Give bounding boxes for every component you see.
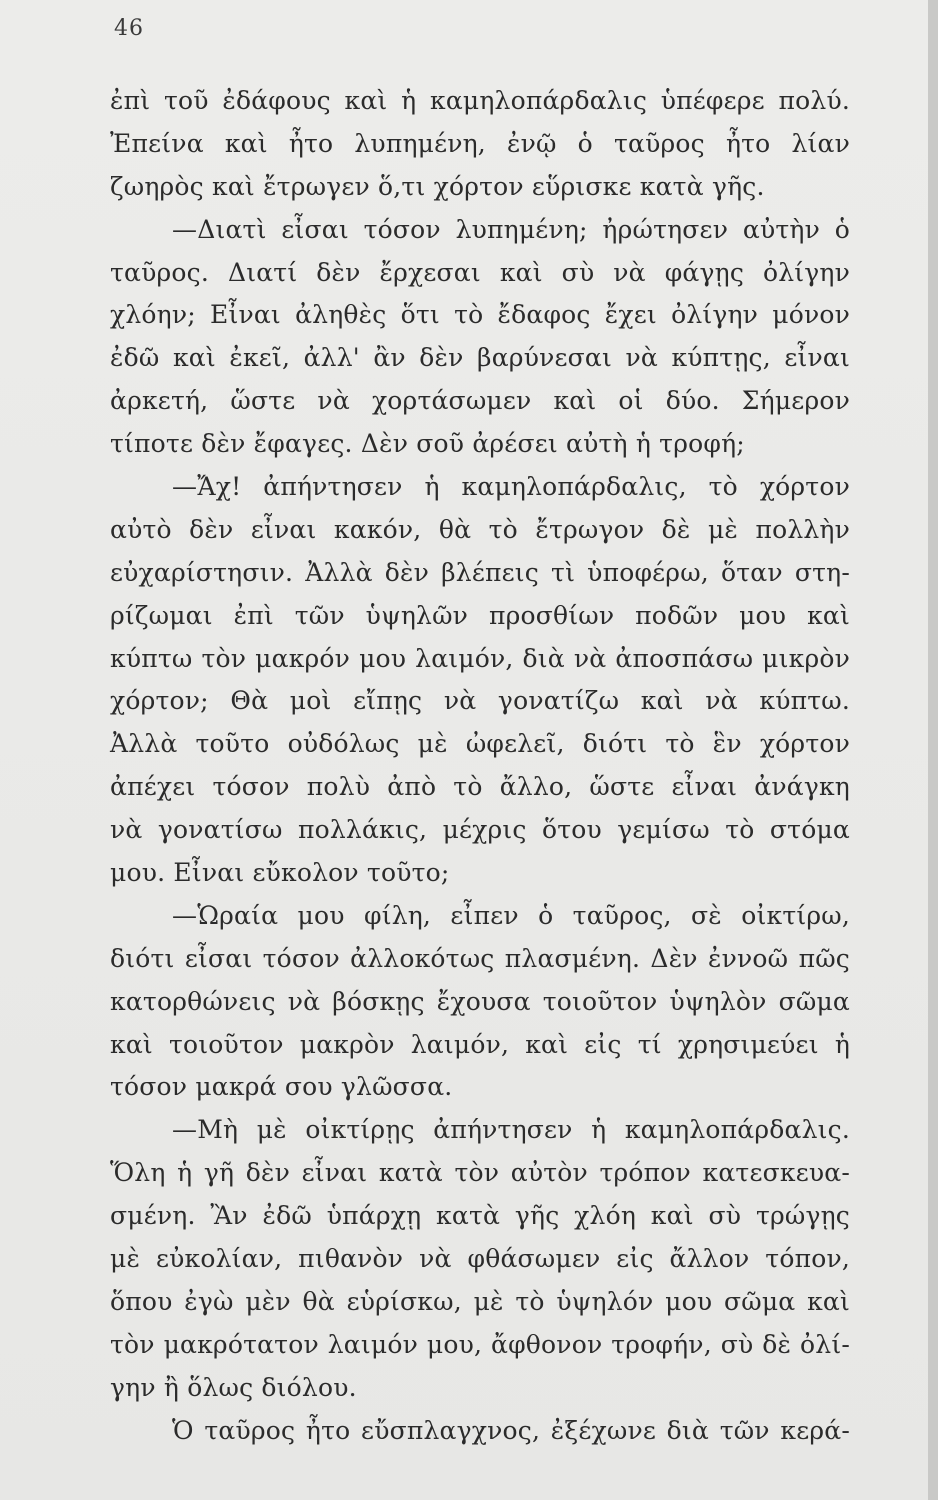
text-line: γην ἢ ὅλως διόλου.	[110, 1372, 357, 1402]
body-text	[110, 80, 850, 1453]
text-line: ἐπὶ τοῦ ἐδάφους καὶ ἡ καμηλοπάρδαλις ὑπέφερε πολύ.	[110, 86, 850, 115]
text-line: ζωηρὸς καὶ ἔτρωγεν ὅ,τι χόρτον εὕρισκε κατὰ γῆς.	[110, 171, 765, 201]
text-line: ἀπέχει τόσον πολὺ ἀπὸ τὸ ἄλλο, ὥστε εἶναι ἀνάγκη	[110, 772, 850, 802]
text-line: Ἀλλὰ τοῦτο οὐδόλως μὲ ὠφελεῖ, διότι τὸ ἓν χόρτον	[110, 729, 850, 759]
text-line: καὶ τοιοῦτον μακρὸν λαιμόν, καὶ εἰς τί χρησιμεύει ἡ	[110, 1029, 850, 1059]
text-line: —Διατὶ εἶσαι τόσον λυπημένη; ἠρώτησεν αὐτὴν ὁ	[172, 214, 850, 244]
text-line: ἀρκετή, ὥστε νὰ χορτάσωμεν καὶ οἱ δύο. Σήμερον	[110, 386, 850, 416]
text-line: Ὁ ταῦρος ἦτο εὔσπλαγχνος, ἐξέχωνε διὰ τῶν κερά-	[172, 1415, 850, 1445]
text-line: μου. Εἶναι εὔκολον τοῦτο;	[110, 858, 450, 888]
text-line: Ὅλη ἡ γῆ δὲν εἶναι κατὰ τὸν αὐτὸν τρόπον κατεσκευα-	[110, 1158, 850, 1188]
text-line: μὲ εὐκολίαν, πιθανὸν νὰ φθάσωμεν εἰς ἄλλον τόπον,	[110, 1244, 850, 1274]
text-line: ρίζωμαι ἐπὶ τῶν ὑψηλῶν προσθίων ποδῶν μου καὶ	[110, 600, 850, 630]
text-line: κύπτω τὸν μακρόν μου λαιμόν, διὰ νὰ ἀποσπάσω μικρὸν	[110, 643, 850, 673]
text-line: —Ἄχ! ἀπήντησεν ἡ καμηλοπάρδαλις, τὸ χόρτον	[172, 472, 850, 502]
text-line: ταῦρος. Διατί δὲν ἔρχεσαι καὶ σὺ νὰ φάγῃς ὀλίγην	[110, 257, 850, 287]
text-line: —Μὴ μὲ οἰκτίρῃς ἀπήντησεν ἡ καμηλοπάρδαλις.	[172, 1115, 850, 1145]
text-line: ὅπου ἐγὼ μὲν θὰ εὑρίσκω, μὲ τὸ ὑψηλόν μου σῶμα καὶ	[110, 1286, 850, 1316]
text-line: ἐδῶ καὶ ἐκεῖ, ἀλλ' ἂν δὲν βαρύνεσαι νὰ κύπτῃς, εἶναι	[110, 343, 850, 373]
page-edge	[928, 0, 938, 1500]
text-line: τόσον μακρά σου γλῶσσα.	[110, 1072, 453, 1102]
text-line: Ἐπείνα καὶ ἦτο λυπημένη, ἐνῷ ὁ ταῦρος ἦτο λίαν	[110, 128, 850, 158]
text-line: —Ὡραία μου φίλη, εἶπεν ὁ ταῦρος, σὲ οἰκτίρω,	[172, 900, 850, 930]
page-number: 46	[114, 16, 144, 41]
text-line: χόρτον; Θὰ μοὶ εἴπῃς νὰ γονατίζω καὶ νὰ κύπτω.	[110, 686, 850, 716]
text-line: νὰ γονατίσω πολλάκις, μέχρις ὅτου γεμίσω τὸ στόμα	[110, 815, 850, 845]
text-line: διότι εἶσαι τόσον ἀλλοκότως πλασμένη. Δὲν ἐννοῶ πῶς	[110, 943, 850, 973]
text-line: χλόην; Εἶναι ἀληθὲς ὅτι τὸ ἔδαφος ἔχει ὀλίγην μόνον	[110, 300, 850, 330]
text-line: σμένη. Ἂν ἐδῶ ὑπάρχῃ κατὰ γῆς χλόη καὶ σὺ τρώγῃς	[110, 1201, 850, 1231]
text-line: κατορθώνεις νὰ βόσκῃς ἔχουσα τοιοῦτον ὑψηλὸν σῶμα	[110, 986, 850, 1016]
text-line: τὸν μακρότατον λαιμόν μου, ἄφθονον τροφήν, σὺ δὲ ὀλί-	[110, 1329, 850, 1359]
text-line: εὐχαρίστησιν. Ἀλλὰ δὲν βλέπεις τὶ ὑποφέρω, ὅταν στη-	[110, 557, 850, 587]
text-line: τίποτε δὲν ἔφαγες. Δὲν σοῦ ἀρέσει αὐτὴ ἡ τροφή;	[110, 429, 745, 459]
text-line: αὐτὸ δὲν εἶναι κακόν, θὰ τὸ ἔτρωγον δὲ μὲ πολλὴν	[110, 514, 850, 544]
